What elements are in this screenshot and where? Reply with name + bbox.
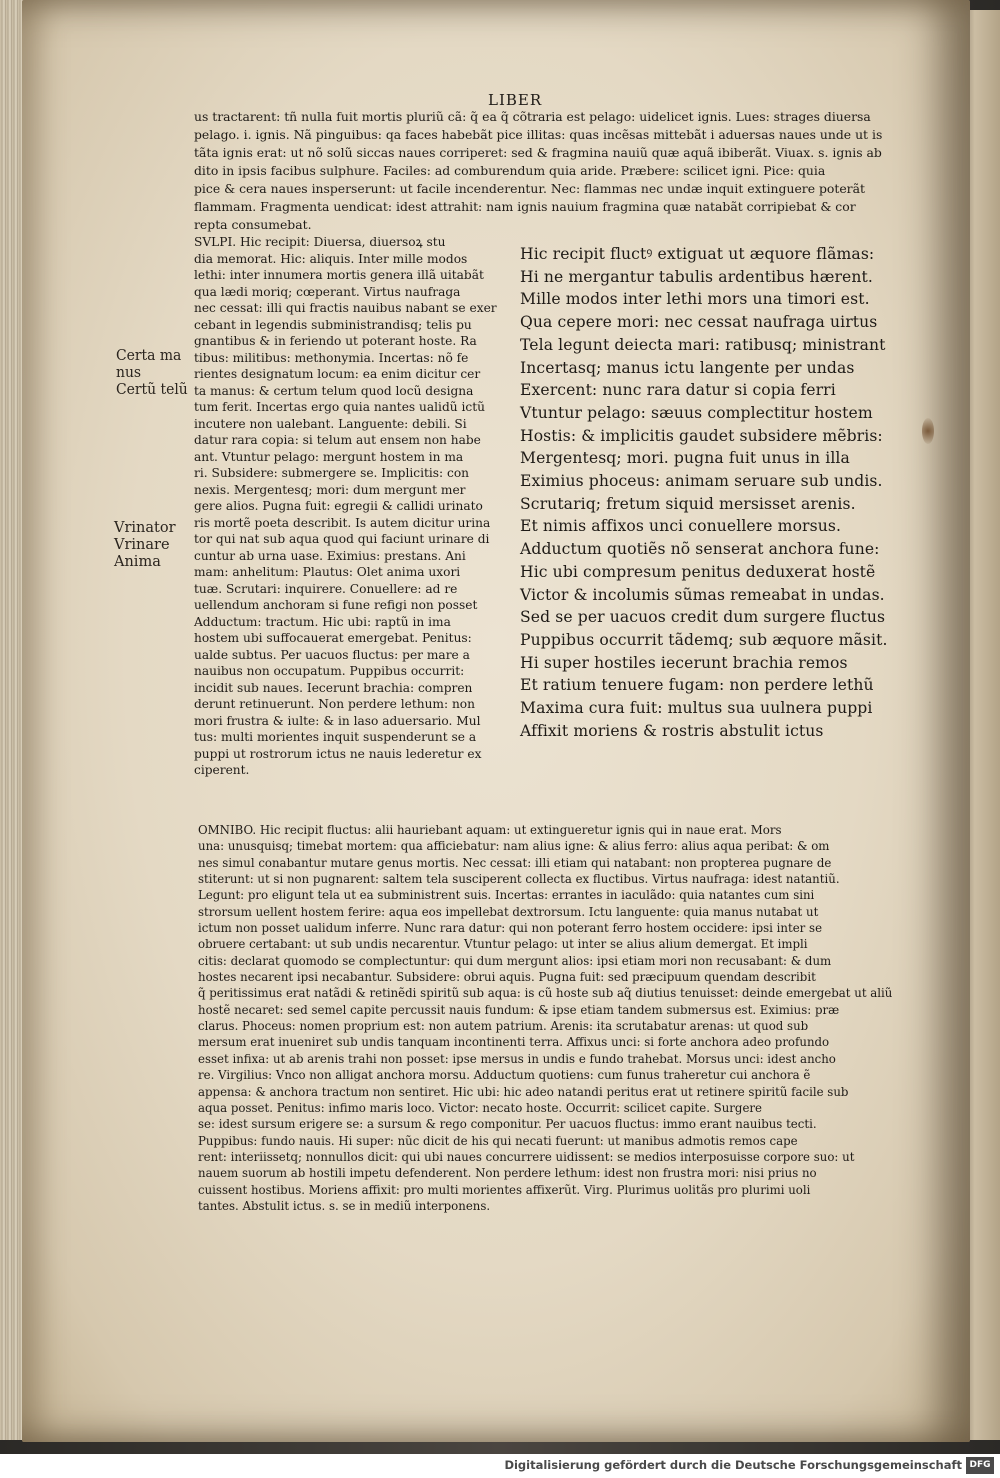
text-line: nexis. Mergentesq; mori: dum mergunt mer: [194, 482, 466, 497]
text-line: datur rara copia: si telum aut ensem non habe: [194, 433, 481, 447]
text-line: pice & cera naues insperserunt: ut facile incenderentur. Nec: flammas nec undæ inquit extinguere poterãt: [194, 181, 865, 196]
text-line: Adductum: tractum. Hic ubi: raptũ in ima: [194, 614, 451, 629]
text-line: stiterunt: ut si non pugnarent: saltem tela susciperent collecta ex fluctibus. Virtus naufraga: idest natantiũ.: [198, 871, 840, 887]
dfg-logo: DFG: [966, 1457, 994, 1474]
text-line: nes simul conabantur mutare genus mortis. Nec cessat: illi etiam qui natabant: non propterea pugnare de: [198, 854, 832, 870]
text-line: strorsum uellent hostem ferire: aqua eos impellebat dextrorsum. Ictu languente: quia manus nutabat ut: [198, 903, 819, 919]
margin-line: Certa ma: [116, 348, 182, 364]
text-line: SVLPI. Hic recipit: Diuersa, diuersoꝝ stu: [194, 235, 446, 249]
text-line: nec cessat: illi qui fractis nauibus nabant se exer: [194, 301, 497, 315]
verse-line: Qua cepere mori: nec cessat naufraga uirtus: [520, 313, 878, 332]
text-line: tum ferit. Incertas ergo quia nantes ualidũ ictũ: [194, 400, 485, 414]
text-line: aqua posset. Penitus: infimo maris loco. Victor: necato hoste. Occurrit: scilicet capite. Surgere: [198, 1099, 762, 1115]
verse-text: [520, 243, 888, 742]
text-line: derunt retinuerunt. Non perdere lethum: non: [194, 697, 475, 711]
text-line: nauem suorum ab hostili impetu defenderent. Non perdere lethum: idest non frustra mori: nisi prius no: [198, 1165, 817, 1181]
verse-line: Et nimis affixos unci conuellere morsus.: [520, 517, 842, 536]
text-line: hostem ubi suffocauerat emergebat. Penitus:: [194, 631, 472, 645]
text-line: incutere non ualebant. Languente: debili. Si: [194, 416, 467, 431]
text-line: nauibus non occupatum. Puppibus occurrit:: [194, 664, 465, 678]
text-line: flammam. Fragmenta uendicat: idest attrahit: nam ignis nauium fragmina quæ natabãt corripiebat & cor: [194, 199, 856, 214]
text-line: gere alios. Pugna fuit: egregii & callidi urinato: [194, 499, 483, 513]
text-line: cuissent hostibus. Moriens affixit: pro multi morientes affixerũt. Virg. Plurimus uolitãs pro plurimi uoli: [198, 1181, 811, 1197]
text-line: lethi: inter innumera mortis genera illã uitabãt: [194, 268, 484, 282]
marginal-note: [116, 348, 191, 399]
ink-stain: [922, 418, 934, 444]
text-line: incidit sub naues. Iecerunt brachia: compren: [194, 680, 473, 695]
text-line: gnantibus & in feriendo ut poterant hoste. Ra: [194, 334, 477, 348]
running-head: LIBER: [488, 91, 543, 109]
margin-line: Vrinare: [114, 537, 170, 553]
text-line: ictum non posset ualidum inferre. Nunc rara datur: qui non poterant ferro hostem occidere: ipsi inter se: [198, 920, 823, 936]
verse-line: Et ratium tenuere fugam: non perdere lethũ: [520, 676, 874, 695]
verse-line: Hic ubi compresum penitus deduxerat hostẽ: [520, 562, 876, 581]
margin-line: Vrinator: [114, 520, 176, 536]
text-line: ant. Vtuntur pelago: mergunt hostem in ma: [194, 449, 464, 464]
text-line: obruere certabant: ut sub undis necarentur. Vtuntur pelago: ut inter se alius alium demergat. Et impli: [198, 936, 808, 952]
text-line: ri. Subsidere: submergere se. Implicitis: con: [194, 466, 470, 480]
verse-line: Tela legunt deiecta mari: ratibusq; ministrant: [520, 335, 886, 354]
verse-line: Hi super hostiles iecerunt brachia remos: [520, 653, 848, 672]
text-line: q̃ peritissimus erat natãdi & retinẽdi spiritũ sub aqua: is cũ hoste sub aq̃ diutius tenuisset: deinde emergebat ut aliũ: [198, 985, 893, 1001]
margin-line: Certũ telũ: [116, 382, 188, 398]
verse-line: Incertasq; manus ictu langente per undas: [520, 358, 855, 377]
text-line: hostes necarent ipsi necabantur. Subsidere: obrui aquis. Pugna fuit: sed præcipuum quendam describit: [198, 969, 816, 985]
text-line: tuæ. Scrutari: inquirere. Conuellere: ad re: [194, 581, 458, 596]
text-line: ciperent.: [194, 763, 250, 777]
verse-line: Eximius phoceus: animam seruare sub undis.: [520, 472, 883, 491]
text-line: mori frustra & iulte: & in laso aduersario. Mul: [194, 713, 481, 728]
verse-line: Affixit moriens & rostris abstulit ictus: [520, 721, 824, 740]
text-line: dito in ipsis facibus sulphure. Faciles: ad comburendum quia aride. Præbere: scilicet igni. Pice: quia: [194, 163, 826, 178]
text-line: appensa: & anchora tractum non sentiret. Hic ubi: hic adeo natandi peritus erat ut retinere spiritũ facile sub: [198, 1083, 849, 1099]
verse-line: Hic recipit fluctꝰ extiguat ut æquore flãmas:: [520, 245, 875, 263]
funding-credit: Digitalisierung gefördert durch die Deutsche Forschungsgemeinschaft: [504, 1458, 962, 1472]
verse-line: Mille modos inter lethi mors una timori est.: [520, 290, 870, 309]
text-line: mersum erat inueniret sub undis tanquam incontinenti terra. Affixus unci: si forte anchora adeo profundo: [198, 1034, 830, 1050]
text-line: Puppibus: fundo nauis. Hi super: nũc dicit de his qui necati fuerunt: ut manibus admotis remos cape: [198, 1132, 798, 1148]
verse-line: Sed se per uacuos credit dum surgere fluctus: [520, 608, 886, 627]
verse-line: Adductum quotiẽs nõ senserat anchora fune:: [520, 540, 880, 559]
text-line: ualde subtus. Per uacuos fluctus: per mare a: [194, 647, 470, 662]
verse-line: Hostis: & implicitis gaudet subsidere mẽbris:: [520, 426, 883, 445]
margin-line: nus: [116, 365, 142, 381]
text-line: re. Virgilius: Vnco non alligat anchora morsu. Adductum quotiens: cum funus traheretur cui anchora ẽ: [198, 1067, 811, 1083]
text-line: pelago. i. ignis. Nã pinguibus: qa faces habebãt pice illitas: quas incẽsas mittebãt i aduersas naues unde ut is: [194, 127, 883, 142]
text-line: Legunt: pro eligunt tela ut ea subministrent suis. Incertas: errantes in iaculãdo: quia natantes cum sini: [198, 887, 815, 903]
text-line: tibus: militibus: methonymia. Incertas: nõ fe: [194, 350, 469, 365]
verse-line: Vtuntur pelago: sæuus complectitur hostem: [520, 403, 873, 422]
text-line: citis: declarat quomodo se complectuntur: qui dum mergunt alios: ipsi etiam mori non recusabant: & dum: [198, 952, 832, 968]
verse-line: Mergentesq; mori. pugna fuit unus in illa: [520, 449, 850, 468]
text-line: hostẽ necaret: sed semel capite percussit nauis fundum: & ipse etiam tandem submersus est. Eximius: præ: [198, 1001, 840, 1017]
text-line: clarus. Phoceus: nomen proprium est: non autem patrium. Arenis: ita scrutabatur arenas: ut quod sub: [198, 1018, 809, 1034]
text-line: repta consumebat.: [194, 217, 312, 232]
text-line: rent: interiissetq; nonnullos dicit: qui ubi naues concurrere uidissent: se medios interposuisse corpore suo: ut: [198, 1148, 855, 1164]
text-line: una: unusquisq; timebat mortem: qua afficiebatur: nam alius igne: & alius ferro: alius aqua peribat: & om: [198, 838, 830, 854]
verse-line: Hi ne mergantur tabulis ardentibus hærent.: [520, 267, 873, 286]
bottom-commentary: [198, 822, 930, 1214]
text-line: OMNIBO. Hic recipit fluctus: alii hauriebant aquam: ut extingueretur ignis qui in naue erat. Mors: [198, 822, 782, 837]
marginal-note: [114, 520, 176, 571]
text-line: se: idest sursum erigere se: a sursum & rego componitur. Per uacuos fluctus: immo erant nauibus tecti.: [198, 1116, 817, 1132]
text-line: tor qui nat sub aqua quod qui faciunt urinare di: [194, 532, 490, 546]
verse-line: Scrutariq; fretum siquid mersisset arenis.: [520, 494, 856, 513]
verse-line: Victor & incolumis sũmas remeabat in undas.: [520, 585, 885, 604]
text-line: cebant in legendis subministrandisq; telis pu: [194, 317, 472, 332]
text-line: esset infixa: ut ab arenis trahi non posset: ipse mersus in undis e fundo trahebat. Morsus unci: idest ancho: [198, 1050, 836, 1066]
text-line: rientes designatum locum: ea enim dicitur cer: [194, 367, 481, 381]
text-line: puppi ut rostrorum ictus ne nauis lederetur ex: [194, 746, 482, 761]
text-line: tus: multi morientes inquit suspenderunt se a: [194, 730, 477, 744]
footer-bar: [0, 1454, 1000, 1478]
verse-line: Exercent: nunc rara datur si copia ferri: [520, 381, 836, 400]
top-commentary: [194, 108, 882, 234]
text-line: ris mortẽ poeta describit. Is autem dicitur urina: [194, 515, 491, 530]
left-commentary: [194, 234, 497, 779]
text-line: uellendum anchoram si fune refigi non posset: [194, 598, 478, 612]
text-line: cuntur ab urna uase. Eximius: prestans. Ani: [194, 548, 466, 563]
text-line: mam: anhelitum: Plautus: Olet anima uxori: [194, 565, 461, 579]
text-line: qua lædi moriq; cœperant. Virtus naufraga: [194, 284, 461, 299]
text-line: us tractarent: tñ nulla fuit mortis pluriũ cã: q̃ ea q̃ cõtraria est pelago: uidelicet ignis. Lues: strages diuersa: [194, 109, 871, 124]
text-line: tantes. Abstulit ictus. s. se in mediũ interponens.: [198, 1197, 491, 1213]
margin-line: Anima: [114, 554, 161, 570]
verse-line: Puppibus occurrit tãdemq; sub æquore mãsit.: [520, 630, 888, 649]
text-line: ta manus: & certum telum quod locũ designa: [194, 383, 474, 398]
text-line: dia memorat. Hic: aliquis. Inter mille modos: [194, 251, 468, 266]
verse-line: Maxima cura fuit: multus sua uulnera puppi: [520, 699, 873, 718]
text-line: tãta ignis erat: ut nõ solũ siccas naues corriperet: sed & fragmina nauiũ quæ aquã ibiberãt. Viuax. s. ignis ab: [194, 145, 882, 160]
